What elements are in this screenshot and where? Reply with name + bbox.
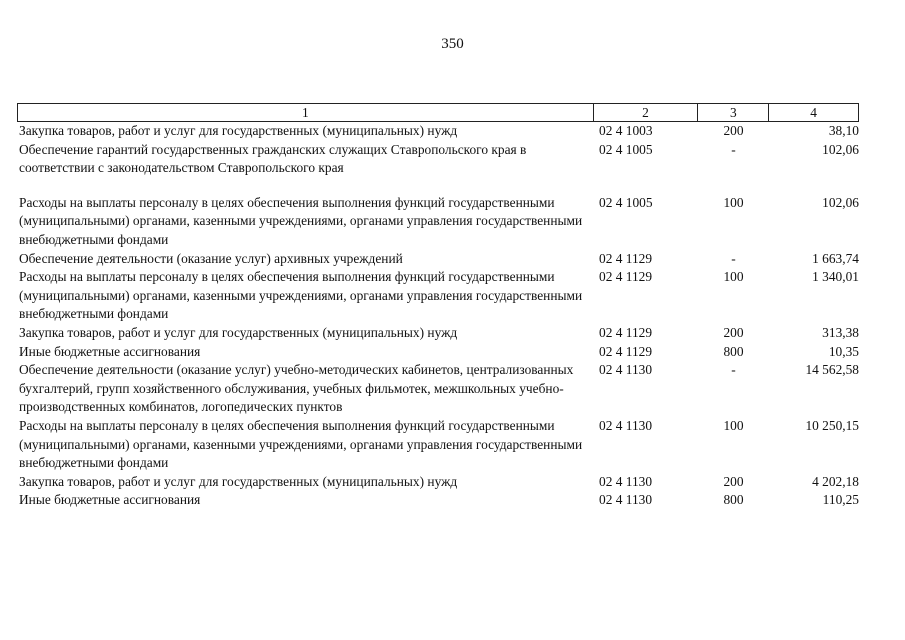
row-name: Закупка товаров, работ и услуг для государственных (муниципальных) нужд bbox=[19, 123, 458, 138]
table-header-row bbox=[17, 103, 859, 122]
row-amount: 14 562,58 bbox=[805, 362, 859, 378]
row-name: Обеспечение деятельности (оказание услуг) архивных учреждений bbox=[19, 250, 403, 266]
header-col-2: 2 bbox=[593, 104, 698, 121]
row-amount: 1 663,74 bbox=[812, 250, 859, 266]
row-type: 100 bbox=[723, 269, 744, 285]
table-row bbox=[17, 473, 859, 492]
row-amount: 313,38 bbox=[822, 324, 859, 340]
header-col-4: 4 bbox=[768, 104, 858, 121]
row-amount: 102,06 bbox=[822, 194, 859, 210]
row-type: 200 bbox=[723, 473, 744, 489]
row-name: Иные бюджетные ассигнования bbox=[19, 492, 201, 508]
table-row bbox=[17, 250, 859, 269]
row-code: 02 4 1130 bbox=[599, 473, 653, 489]
table-row bbox=[17, 268, 859, 324]
row-name: Расходы на выплаты персоналу в целях обеспечения выполнения функций государственными (муниципальными) органами, казенными учреждениями, органами управления государственными внебюджетными фондами bbox=[19, 194, 583, 247]
row-type: - bbox=[731, 362, 736, 378]
row-type: - bbox=[731, 250, 736, 266]
table-row bbox=[17, 141, 859, 178]
row-type: - bbox=[731, 141, 736, 157]
table-row bbox=[17, 194, 859, 250]
row-code: 02 4 1130 bbox=[599, 417, 653, 433]
row-code: 02 4 1005 bbox=[599, 141, 653, 157]
row-type: 200 bbox=[723, 324, 744, 340]
row-code: 02 4 1129 bbox=[599, 269, 653, 285]
row-type: 800 bbox=[723, 492, 744, 508]
row-code: 02 4 1005 bbox=[599, 194, 653, 210]
row-code: 02 4 1130 bbox=[599, 492, 653, 508]
row-amount: 10,35 bbox=[828, 343, 859, 359]
header-col-1: 1 bbox=[301, 105, 309, 120]
row-name: Обеспечение деятельности (оказание услуг) учебно-методических кабинетов, централизованных бухгалтерий, групп хозяйственного обслуживания, учебных фильмотек, межшкольных учебно-производственных комбинатов, логопедических пунктов bbox=[19, 362, 574, 415]
row-name: Расходы на выплаты персоналу в целях обеспечения выполнения функций государственными (муниципальными) органами, казенными учреждениями, органами управления государственными внебюджетными фондами bbox=[19, 269, 583, 322]
row-code: 02 4 1003 bbox=[599, 123, 653, 138]
row-amount: 1 340,01 bbox=[812, 269, 859, 285]
row-amount: 38,10 bbox=[828, 123, 859, 138]
row-code: 02 4 1129 bbox=[599, 250, 653, 266]
row-code: 02 4 1129 bbox=[599, 324, 653, 340]
row-amount: 102,06 bbox=[822, 141, 859, 157]
table-row bbox=[17, 122, 859, 141]
row-type: 100 bbox=[723, 417, 744, 433]
row-code: 02 4 1129 bbox=[599, 343, 653, 359]
row-name: Обеспечение гарантий государственных гражданских служащих Ставропольского края в соответствии с законодательством Ставропольского края bbox=[19, 141, 527, 176]
row-spacer bbox=[17, 178, 859, 194]
row-amount: 10 250,15 bbox=[805, 417, 859, 433]
budget-table bbox=[17, 103, 859, 510]
row-name: Иные бюджетные ассигнования bbox=[19, 343, 201, 359]
table-row bbox=[17, 491, 859, 510]
row-name: Закупка товаров, работ и услуг для государственных (муниципальных) нужд bbox=[19, 324, 458, 340]
row-name: Расходы на выплаты персоналу в целях обеспечения выполнения функций государственными (муниципальными) органами, казенными учреждениями, органами управления государственными внебюджетными фондами bbox=[19, 417, 583, 471]
row-name: Закупка товаров, работ и услуг для государственных (муниципальных) нужд bbox=[19, 473, 458, 489]
table-row bbox=[17, 343, 859, 362]
table-row bbox=[17, 324, 859, 343]
row-type: 200 bbox=[723, 123, 744, 138]
row-amount: 4 202,18 bbox=[812, 473, 859, 489]
row-type: 100 bbox=[723, 194, 744, 210]
table-row bbox=[17, 417, 859, 473]
row-amount: 110,25 bbox=[822, 492, 859, 508]
header-col-3: 3 bbox=[697, 104, 768, 121]
row-type: 800 bbox=[723, 343, 744, 359]
table-row bbox=[17, 361, 859, 417]
row-code: 02 4 1130 bbox=[599, 362, 653, 378]
page-number: 350 bbox=[441, 36, 464, 52]
